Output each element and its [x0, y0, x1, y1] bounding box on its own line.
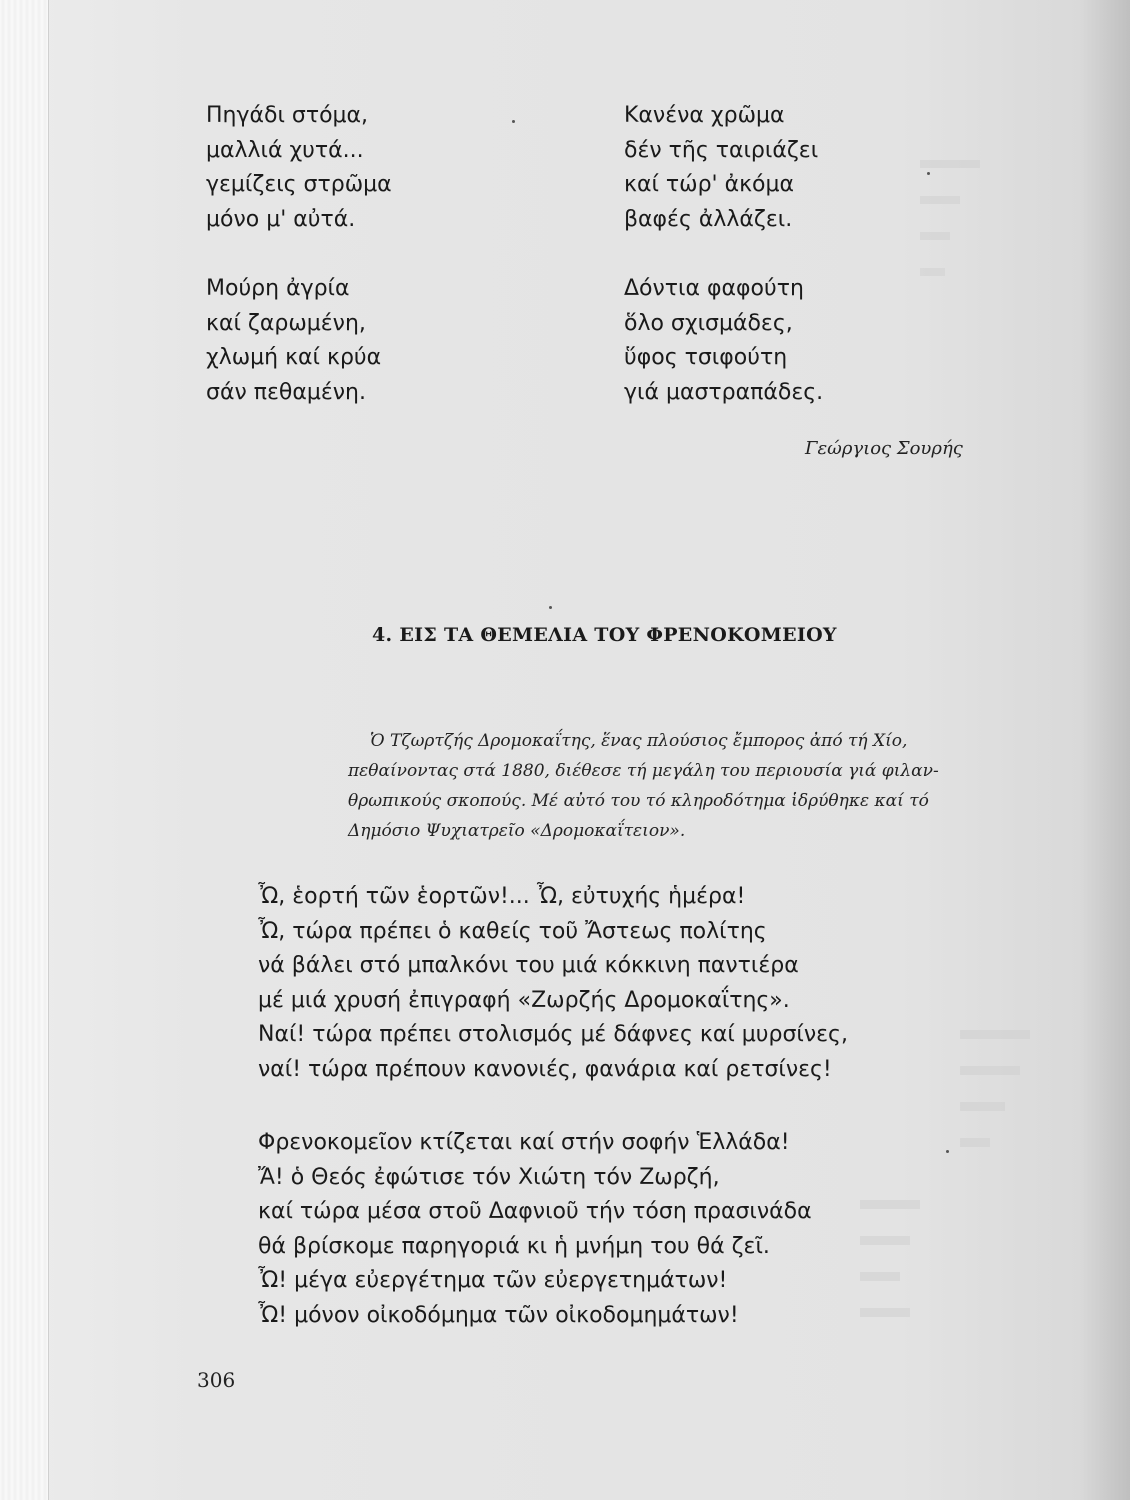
- poem-stanza-2: [258, 1126, 812, 1334]
- verse-line: ὕφος τσιφούτη: [624, 345, 788, 371]
- verse-line: γιά μαστραπάδες.: [624, 379, 824, 405]
- page-number: 306: [197, 1368, 236, 1392]
- verse-line: Ἄ! ὁ Θεός ἐφώτισε τόν Χιώτη τόν Ζωρζή,: [258, 1164, 720, 1190]
- poem-stanza-1: [258, 880, 848, 1088]
- section-intro: [348, 726, 1038, 846]
- print-speck: [927, 172, 930, 175]
- stanza-2-left: [206, 272, 381, 410]
- intro-line: θρωπικούς σκοπούς. Μέ αὐτό του τό κληροδότημα ἱδρύθηκε καί τό: [348, 791, 929, 811]
- stanza-1-left: [206, 99, 392, 237]
- verse-line: καί τώρα μέσα στοῦ Δαφνιοῦ τήν τόση πρασινάδα: [258, 1199, 812, 1225]
- print-speck: [512, 120, 515, 123]
- stanza-1-right: [624, 99, 818, 237]
- verse-line: Ὦ, τώρα πρέπει ὁ καθείς τοῦ Ἄστεως πολίτης: [258, 918, 767, 944]
- intro-line: πεθαίνοντας στά 1880, διέθεσε τή μεγάλη του περιουσία γιά φιλαν-: [348, 761, 939, 781]
- verse-line: θά βρίσκομε παρηγοριά κι ἡ μνήμη του θά ζεῖ.: [258, 1233, 770, 1259]
- verse-line: μαλλιά χυτά...: [206, 137, 364, 163]
- print-speck: [549, 606, 552, 609]
- intro-line: Ὁ Τζωρτζής Δρομοκαΐτης, ἕνας πλούσιος ἔμπορος ἀπό τή Χίο,: [370, 731, 908, 751]
- verse-line: νά βάλει στό μπαλκόνι του μιά κόκκινη παντιέρα: [258, 953, 799, 979]
- verse-line: Μούρη ἀγρία: [206, 276, 350, 301]
- verse-line: χλωμή καί κρύα: [206, 345, 382, 371]
- verse-line: Πηγάδι στόμα,: [206, 103, 369, 128]
- intro-line: Δημόσιο Ψυχιατρεῖο «Δρομοκαΐτειον».: [348, 821, 686, 841]
- verse-line: Ὦ! μέγα εὐεργέτημα τῶν εὐεργετημάτων!: [258, 1268, 728, 1294]
- verse-line: καί ζαρωμένη,: [206, 310, 366, 336]
- print-speck: [946, 1150, 949, 1153]
- verse-line: Ναί! τώρα πρέπει στολισμός μέ δάφνες καί μυρσίνες,: [258, 1022, 848, 1048]
- verse-line: Κανένα χρῶμα: [624, 103, 785, 128]
- section-heading: 4. ΕΙΣ ΤΑ ΘΕΜΕΛΙΑ ΤΟΥ ΦΡΕΝΟΚΟΜΕΙΟΥ: [372, 624, 837, 646]
- stanza-2-right: [624, 272, 823, 410]
- verse-line: σάν πεθαμένη.: [206, 379, 366, 405]
- verse-line: βαφές ἀλλάζει.: [624, 206, 793, 232]
- verse-line: ναί! τώρα πρέπουν κανονιές, φανάρια καί ρετσίνες!: [258, 1056, 832, 1082]
- verse-line: Φρενοκομεῖον κτίζεται καί στήν σοφήν Ἑλλάδα!: [258, 1130, 790, 1155]
- verse-line: Δόντια φαφούτη: [624, 276, 804, 301]
- verse-line: Ὦ! μόνον οἰκοδόμημα τῶν οἰκοδομημάτων!: [258, 1302, 739, 1328]
- verse-line: καί τώρ' ἀκόμα: [624, 172, 795, 198]
- verse-line: Ὦ, ἑορτή τῶν ἑορτῶν!... Ὦ, εὐτυχής ἡμέρα!: [258, 884, 746, 909]
- author-signature: Γεώργιος Σουρής: [805, 438, 963, 459]
- verse-line: μέ μιά χρυσή ἐπιγραφή «Ζωρζής Δρομοκαΐτης».: [258, 987, 790, 1013]
- verse-line: γεμίζεις στρῶμα: [206, 172, 392, 198]
- verse-line: μόνο μ' αὐτά.: [206, 206, 356, 232]
- verse-line: ὅλο σχισμάδες,: [624, 310, 793, 336]
- verse-line: δέν τῆς ταιριάζει: [624, 137, 819, 163]
